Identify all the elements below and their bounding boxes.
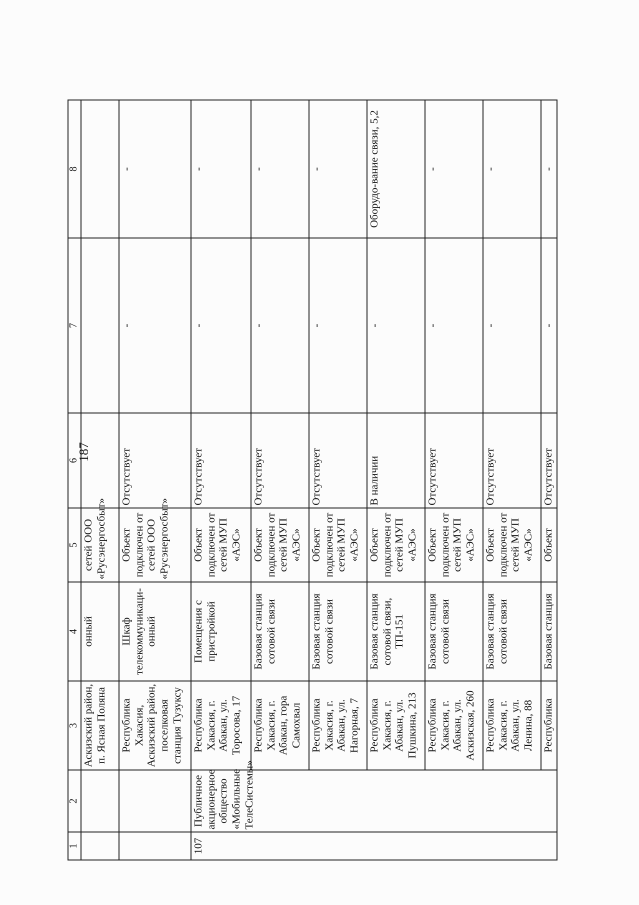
cell-address: Республика Хакасия, г. Абакан, ул. Нагорная, 7 (309, 681, 367, 770)
header-cell: 4 (68, 582, 81, 681)
cell-address: Республика Хакасия, г. Абакан, ул. Ленина, 88 (483, 681, 541, 770)
cell-col6: Отсутствует (191, 413, 251, 508)
cell-col8 (81, 100, 119, 238)
table-row (81, 100, 119, 860)
cell-col7: - (541, 238, 557, 413)
cell-number (81, 832, 119, 860)
cell-name (119, 770, 191, 832)
cell-power: Объект (541, 508, 557, 582)
cell-col6: Отсутствует (309, 413, 367, 508)
table-row (425, 100, 483, 860)
cell-object: Базовая станция сотовой связи (251, 582, 309, 681)
cell-col8: - (251, 100, 309, 238)
cell-object: Базовая станция сотовой связи (309, 582, 367, 681)
cell-col7: - (191, 238, 251, 413)
cell-object: Шкаф телекоммуникаци-онный (119, 582, 191, 681)
table-row (483, 100, 541, 860)
cell-object: Помещения с пристройкой (191, 582, 251, 681)
cell-number (119, 832, 191, 860)
cell-object: онный (81, 582, 119, 681)
header-cell: 8 (68, 100, 81, 238)
cell-col7: - (119, 238, 191, 413)
header-cell: 3 (68, 681, 81, 770)
cell-col8: - (425, 100, 483, 238)
cell-col6: Отсутствует (251, 413, 309, 508)
cell-col6: Отсутствует (483, 413, 541, 508)
cell-col6: Отсутствует (541, 413, 557, 508)
page-number: 187 (76, 442, 91, 462)
cell-col7: - (251, 238, 309, 413)
table-row (367, 100, 425, 860)
table-row (191, 100, 251, 860)
header-cell: 7 (68, 238, 81, 413)
cell-col8: - (541, 100, 557, 238)
table-row (309, 100, 367, 860)
cell-power: Объект подключен от сетей МУП «АЭС» (309, 508, 367, 582)
cell-col8: - (119, 100, 191, 238)
cell-col8: - (483, 100, 541, 238)
cell-name: Публичное акционерное общество «Мобильные ТелеСистемы» (191, 770, 557, 832)
cell-power: Объект подключен от сетей МУП «АЭС» (367, 508, 425, 582)
cell-address: Республика Хакасия, г. Абакан, ул. Торосова, 17 (191, 681, 251, 770)
cell-col8: Оборудо-вание связи, 5,2 (367, 100, 425, 238)
cell-col7: - (367, 238, 425, 413)
cell-power: Объект подключен от сетей ООО «Русэнергосбыт» (119, 508, 191, 582)
rotated-table-container (68, 100, 573, 860)
table-row (251, 100, 309, 860)
header-cell: 5 (68, 508, 81, 582)
cell-power: сетей ООО «Русэнергосбыт» (81, 508, 119, 582)
cell-object: Базовая станция сотовой связи (483, 582, 541, 681)
cell-number: 107 (191, 832, 557, 860)
cell-col6: Отсутствует (425, 413, 483, 508)
cell-object: Базовая станция сотовой связи, ТП-151 (367, 582, 425, 681)
cell-col7: - (483, 238, 541, 413)
header-cell: 6 (68, 413, 81, 508)
cell-col7: - (425, 238, 483, 413)
cell-address: Республика Хакасия, г. Абакан, ул. Пушкина, 213 (367, 681, 425, 770)
table-row (119, 100, 191, 860)
table-row (541, 100, 557, 860)
cell-object: Базовая станция (541, 582, 557, 681)
header-cell: 1 (68, 832, 81, 860)
cell-power: Объект подключен от сетей МУП «АЭС» (251, 508, 309, 582)
cell-address: Республика (541, 681, 557, 770)
header-cell: 2 (68, 770, 81, 832)
cell-object: Базовая станция сотовой связи (425, 582, 483, 681)
cell-address: Аскизский район, п. Ясная Поляна (81, 681, 119, 770)
cell-col8: - (309, 100, 367, 238)
objects-table (68, 99, 558, 860)
cell-col7: - (309, 238, 367, 413)
cell-col8: - (191, 100, 251, 238)
cell-col6: Отсутствует (119, 413, 191, 508)
cell-col6: В наличии (367, 413, 425, 508)
cell-col6 (81, 413, 119, 508)
cell-address: Республика Хакасия, г. Абакан, ул. Аскизская, 260 (425, 681, 483, 770)
cell-name (81, 770, 119, 832)
cell-address: Республика Хакасия, г. Абакан, гора Самохвал (251, 681, 309, 770)
cell-power: Объект подключен от сетей МУП «АЭС» (483, 508, 541, 582)
cell-power: Объект подключен от сетей МУП «АЭС» (191, 508, 251, 582)
cell-address: Республика Хакасия, Аскизский район, поселковая станция Тузуксу (119, 681, 191, 770)
header-row (68, 100, 81, 860)
cell-col7 (81, 238, 119, 413)
cell-power: Объект подключен от сетей МУП «АЭС» (425, 508, 483, 582)
